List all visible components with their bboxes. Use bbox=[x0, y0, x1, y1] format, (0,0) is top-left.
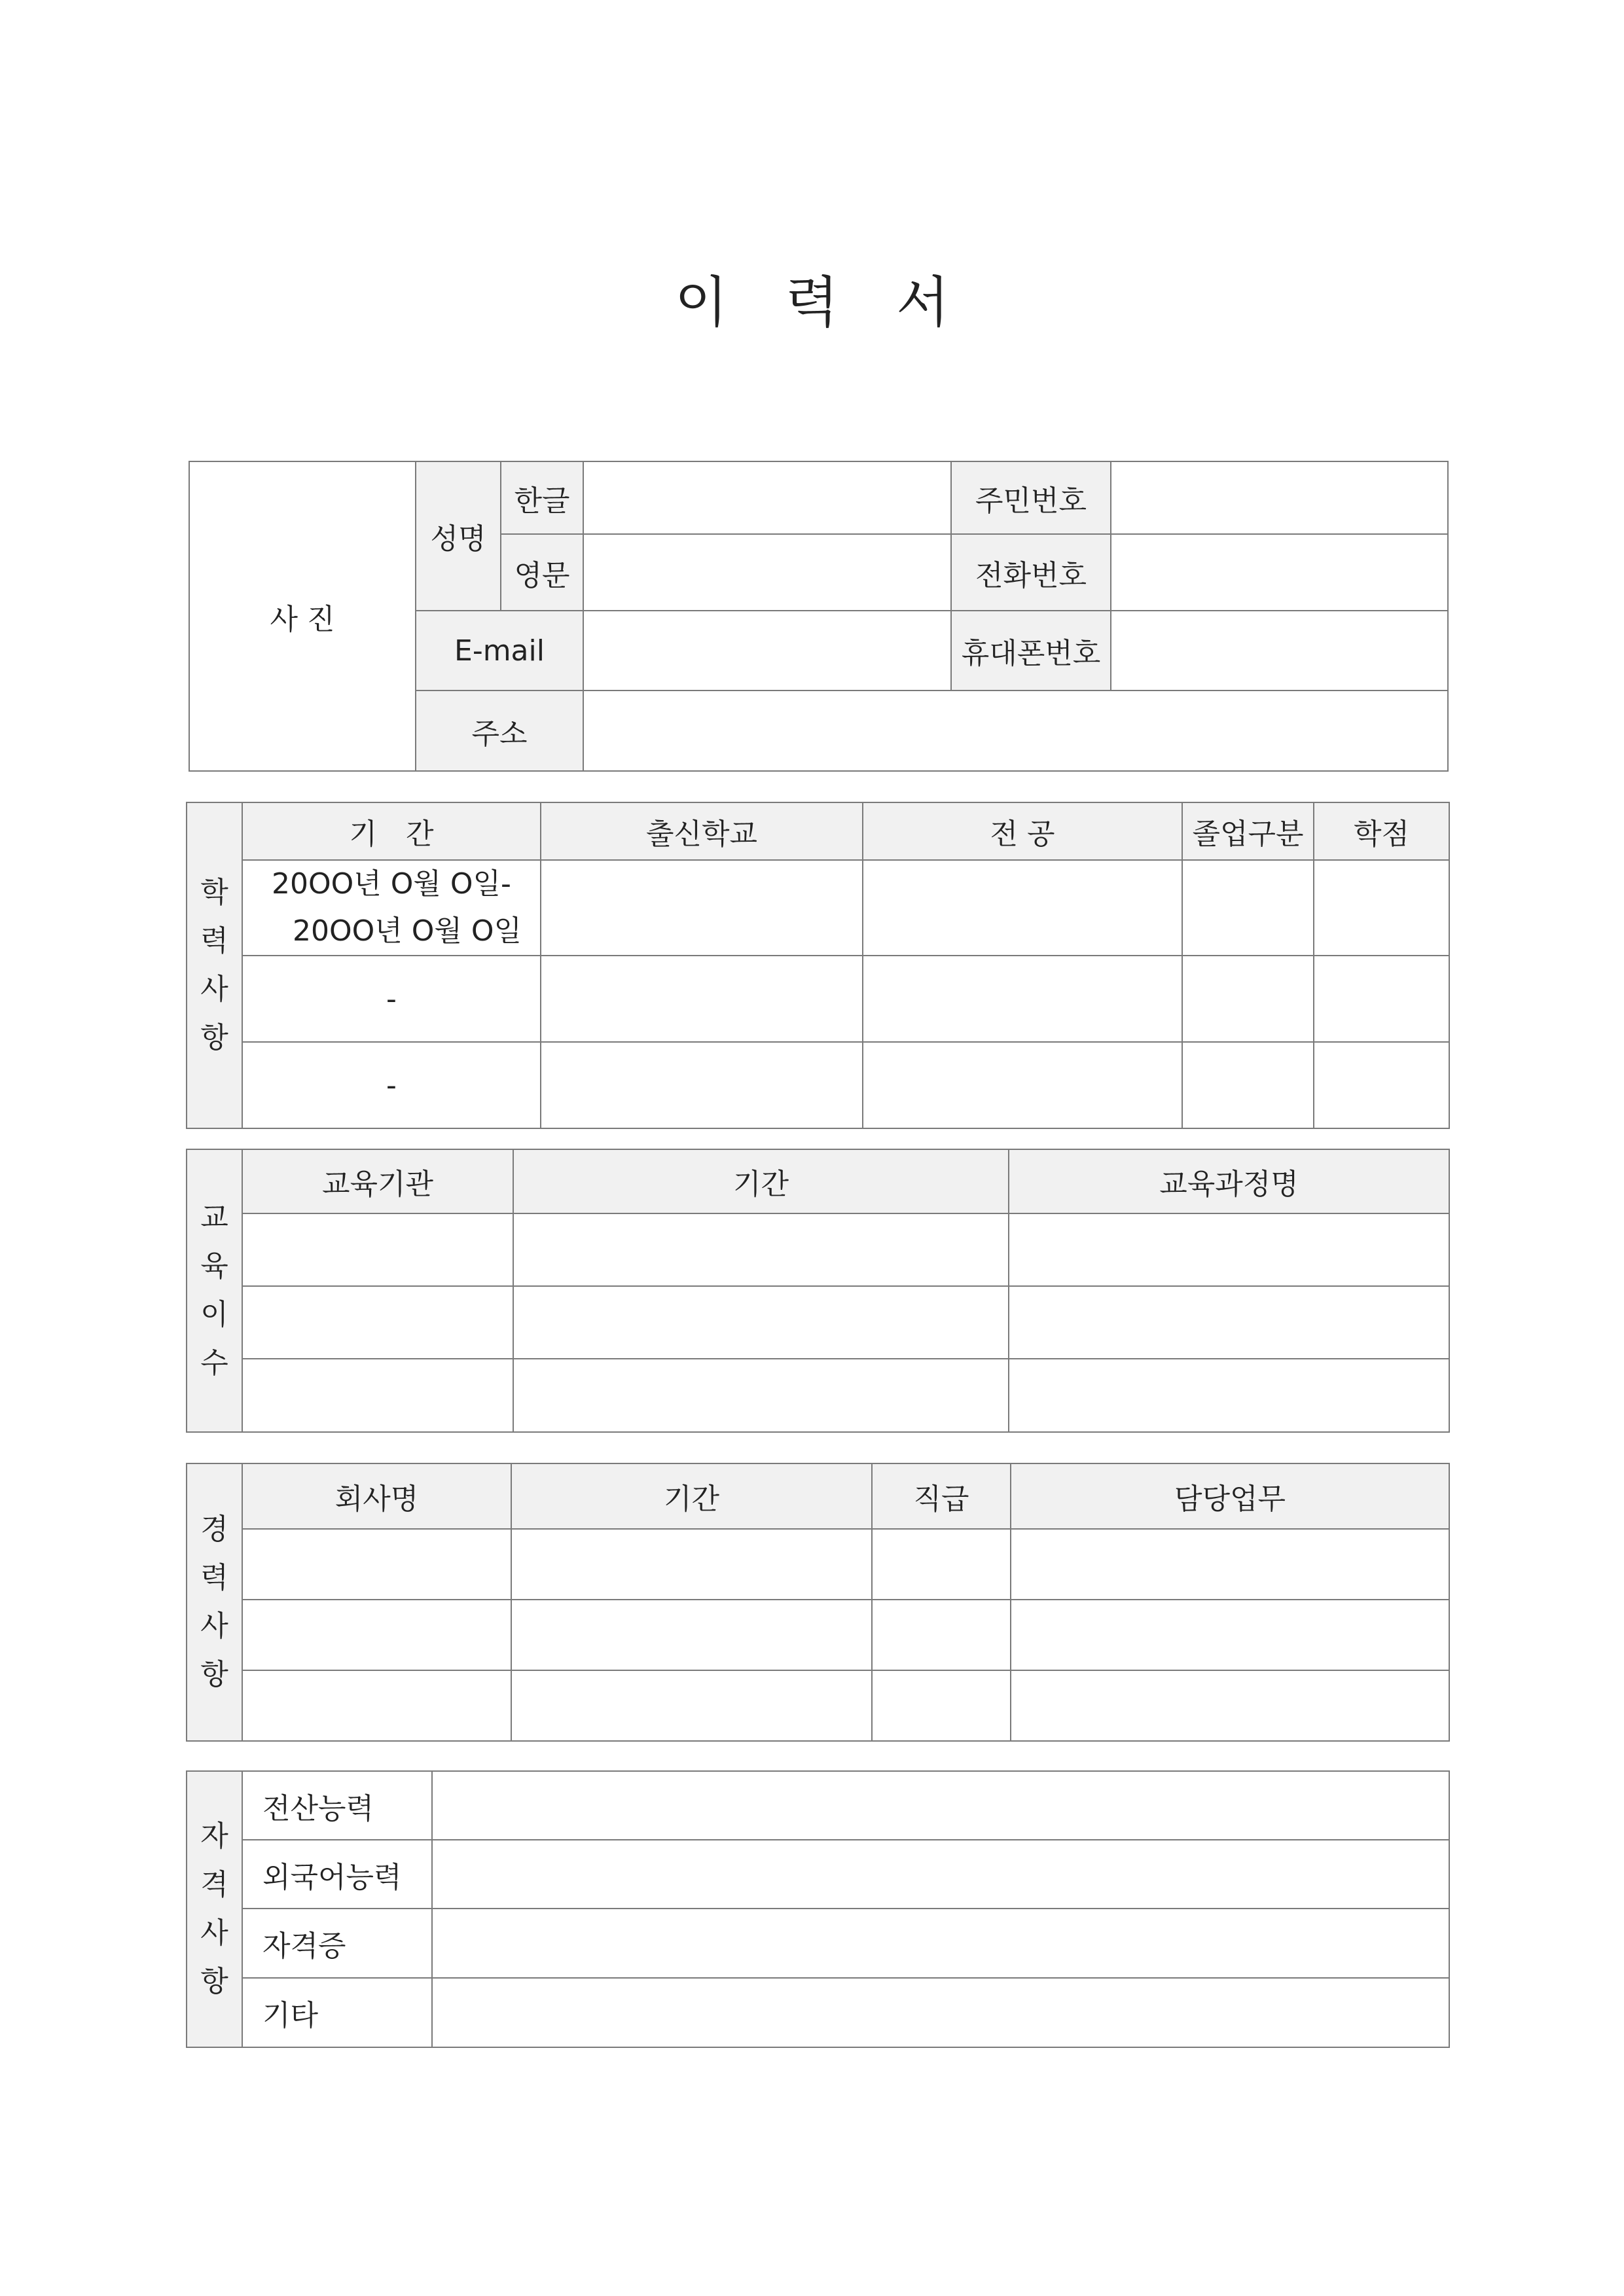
education-period-cell[interactable]: - bbox=[242, 956, 541, 1042]
education-school-cell[interactable] bbox=[541, 1042, 863, 1128]
mobile-label: 휴대폰번호 bbox=[951, 611, 1111, 691]
training-period-cell[interactable] bbox=[513, 1359, 1009, 1432]
education-school-cell[interactable] bbox=[541, 860, 863, 956]
other-label: 기타 bbox=[242, 1978, 432, 2047]
education-major-cell[interactable] bbox=[863, 1042, 1182, 1128]
education-period-cell[interactable]: 20OO년 O월 O일- 20OO년 O월 O일 bbox=[242, 860, 541, 956]
career-header-duties: 담당업무 bbox=[1011, 1463, 1449, 1529]
career-duties-cell[interactable] bbox=[1011, 1529, 1449, 1600]
education-header-school: 출신학교 bbox=[541, 802, 863, 860]
education-school-cell[interactable] bbox=[541, 956, 863, 1042]
email-label: E-mail bbox=[416, 611, 583, 691]
page-title: 이 력 서 bbox=[674, 270, 950, 334]
career-position-cell[interactable] bbox=[872, 1600, 1011, 1670]
phone-field[interactable] bbox=[1111, 534, 1448, 611]
career-header-position: 직급 bbox=[872, 1463, 1011, 1529]
resident-no-label: 주민번호 bbox=[951, 461, 1111, 534]
training-course-cell[interactable] bbox=[1009, 1213, 1449, 1286]
education-header-graduation: 졸업구분 bbox=[1182, 802, 1314, 860]
career-duties-cell[interactable] bbox=[1011, 1600, 1449, 1670]
education-header-major: 전 공 bbox=[863, 802, 1182, 860]
career-company-cell[interactable] bbox=[242, 1600, 511, 1670]
resident-no-field[interactable] bbox=[1111, 461, 1448, 534]
education-graduation-cell[interactable] bbox=[1182, 860, 1314, 956]
education-period-cell[interactable]: - bbox=[242, 1042, 541, 1128]
mobile-field[interactable] bbox=[1111, 611, 1448, 691]
training-institution-cell[interactable] bbox=[242, 1359, 513, 1432]
training-side-label: 교 육 이 수 bbox=[187, 1149, 242, 1432]
certificates-field[interactable] bbox=[432, 1909, 1449, 1978]
education-header-period: 기 간 bbox=[242, 802, 541, 860]
education-graduation-cell[interactable] bbox=[1182, 956, 1314, 1042]
career-header-company: 회사명 bbox=[242, 1463, 511, 1529]
education-gpa-cell[interactable] bbox=[1314, 956, 1449, 1042]
korean-name-field[interactable] bbox=[583, 461, 951, 534]
other-field[interactable] bbox=[432, 1978, 1449, 2047]
training-period-cell[interactable] bbox=[513, 1286, 1009, 1359]
training-course-cell[interactable] bbox=[1009, 1286, 1449, 1359]
address-field[interactable] bbox=[583, 691, 1448, 771]
qualification-side-label: 자 격 사 항 bbox=[187, 1771, 242, 2047]
training-header-institution: 교육기관 bbox=[242, 1149, 513, 1213]
education-gpa-cell[interactable] bbox=[1314, 860, 1449, 956]
education-gpa-cell[interactable] bbox=[1314, 1042, 1449, 1128]
career-position-cell[interactable] bbox=[872, 1529, 1011, 1600]
email-field[interactable] bbox=[583, 611, 951, 691]
career-header-period: 기간 bbox=[511, 1463, 872, 1529]
career-side-label: 경 력 사 항 bbox=[187, 1463, 242, 1741]
korean-name-label: 한글 bbox=[501, 461, 583, 534]
training-header-course: 교육과정명 bbox=[1009, 1149, 1449, 1213]
career-table bbox=[186, 1463, 1450, 1742]
training-period-cell[interactable] bbox=[513, 1213, 1009, 1286]
training-institution-cell[interactable] bbox=[242, 1213, 513, 1286]
language-skills-label: 외국어능력 bbox=[242, 1840, 432, 1909]
training-course-cell[interactable] bbox=[1009, 1359, 1449, 1432]
certificates-label: 자격증 bbox=[242, 1909, 432, 1978]
photo-cell[interactable]: 사 진 bbox=[189, 461, 416, 771]
career-company-cell[interactable] bbox=[242, 1670, 511, 1741]
english-name-field[interactable] bbox=[583, 534, 951, 611]
career-period-cell[interactable] bbox=[511, 1670, 872, 1741]
computer-skills-label: 전산능력 bbox=[242, 1771, 432, 1840]
education-major-cell[interactable] bbox=[863, 956, 1182, 1042]
english-name-label: 영문 bbox=[501, 534, 583, 611]
address-label: 주소 bbox=[416, 691, 583, 771]
training-institution-cell[interactable] bbox=[242, 1286, 513, 1359]
career-company-cell[interactable] bbox=[242, 1529, 511, 1600]
education-side-label: 학 력 사 항 bbox=[187, 802, 242, 1128]
education-table bbox=[186, 802, 1450, 1129]
personal-info-table bbox=[189, 461, 1449, 772]
language-skills-field[interactable] bbox=[432, 1840, 1449, 1909]
career-duties-cell[interactable] bbox=[1011, 1670, 1449, 1741]
phone-label: 전화번호 bbox=[951, 534, 1111, 611]
qualification-table bbox=[186, 1770, 1450, 2048]
training-table bbox=[186, 1149, 1450, 1433]
career-period-cell[interactable] bbox=[511, 1529, 872, 1600]
name-label: 성명 bbox=[416, 461, 501, 611]
career-period-cell[interactable] bbox=[511, 1600, 872, 1670]
education-major-cell[interactable] bbox=[863, 860, 1182, 956]
education-graduation-cell[interactable] bbox=[1182, 1042, 1314, 1128]
career-position-cell[interactable] bbox=[872, 1670, 1011, 1741]
training-header-period: 기간 bbox=[513, 1149, 1009, 1213]
education-header-gpa: 학점 bbox=[1314, 802, 1449, 860]
computer-skills-field[interactable] bbox=[432, 1771, 1449, 1840]
